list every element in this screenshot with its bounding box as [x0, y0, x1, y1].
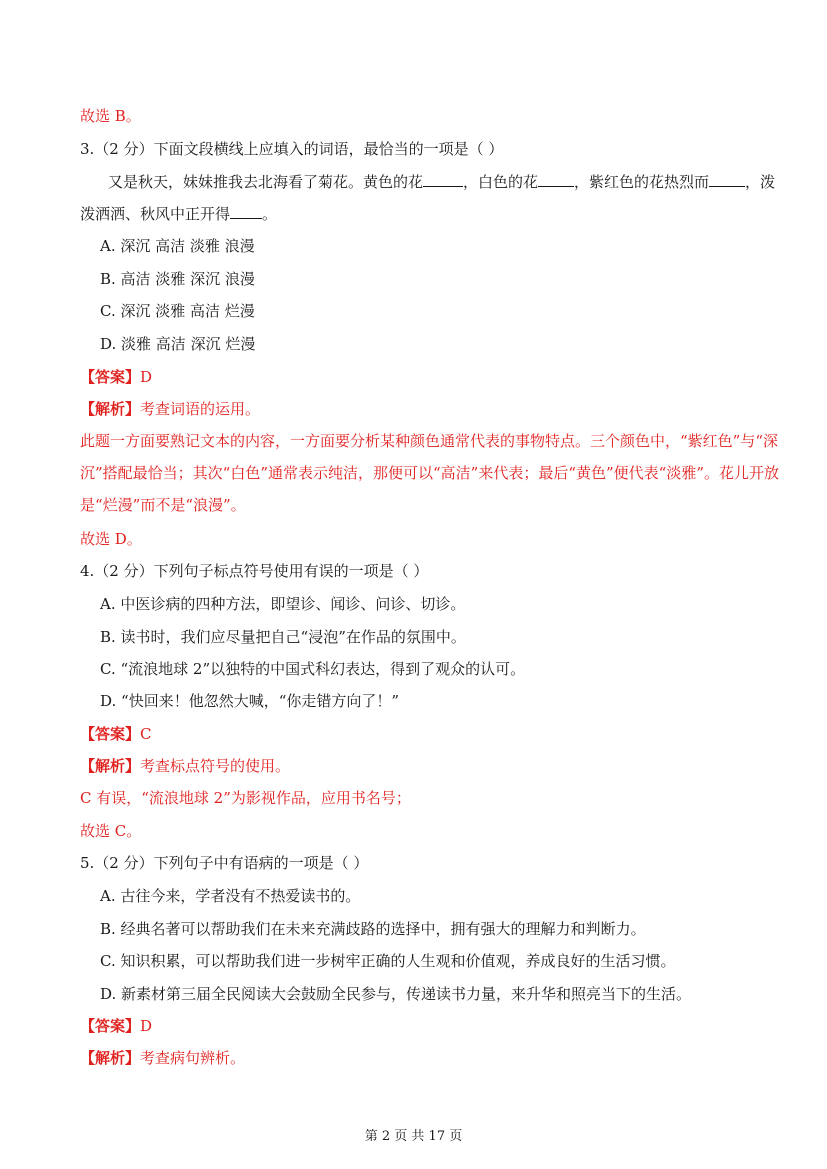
q3-option-a: A. 深沉 高洁 淡雅 浪漫: [100, 237, 255, 255]
q5-answer: 【答案】D: [80, 1017, 153, 1035]
blank-1: [423, 172, 463, 187]
q5-option-b: B. 经典名著可以帮助我们在未来充满歧路的选择中，拥有强大的理解力和判断力。: [100, 920, 646, 938]
q3-analysis: 【解析】考查词语的运用。: [80, 400, 261, 418]
q3-answer: 【答案】D: [80, 368, 153, 386]
q4-option-c: C. “流浪地球 2”以独特的中国式科幻表达，得到了观众的认可。: [100, 660, 526, 678]
q3-option-c: C. 深沉 淡雅 高洁 烂漫: [100, 302, 255, 320]
q3-conclusion: 故选 D。: [80, 530, 142, 548]
blank-2: [538, 172, 574, 187]
blank-3: [709, 172, 745, 187]
q5-option-c: C. 知识积累，可以帮助我们进一步树牢正确的人生观和价值观，养成良好的生活习惯。: [100, 952, 676, 970]
q4-option-a: A. 中医诊病的四种方法，即望诊、闻诊、问诊、切诊。: [100, 595, 466, 613]
q3-title: 3.（2 分）下面文段横线上应填入的词语，最恰当的一项是（ ）: [80, 140, 504, 158]
q4-answer: 【答案】C: [80, 725, 152, 743]
q4-explanation-1: C 有误，“流浪地球 2”为影视作品，应用书名号；: [80, 789, 411, 807]
blank-4: [230, 204, 262, 219]
q4-option-d: D. “快回来！他忽然大喊，“你走错方向了！”: [100, 692, 400, 710]
q5-option-d: D. 新素材第三届全民阅读大会鼓励全民参与，传递读书力量，来升华和照亮当下的生活。: [100, 985, 692, 1003]
q3-option-b: B. 高洁 淡雅 深沉 浪漫: [100, 270, 255, 288]
q5-analysis: 【解析】考查病句辨析。: [80, 1049, 246, 1067]
q3-explanation-3: 是“烂漫”而不是“浪漫”。: [80, 496, 246, 514]
q5-title: 5.（2 分）下列句子中有语病的一项是（ ）: [80, 854, 369, 872]
q4-analysis: 【解析】考查标点符号的使用。: [80, 757, 291, 775]
q3-passage-line2: 泼洒洒、秋风中正开得 。: [80, 205, 278, 223]
q4-title: 4.（2 分）下列句子标点符号使用有误的一项是（ ）: [80, 562, 429, 580]
q3-option-d: D. 淡雅 高洁 深沉 烂漫: [100, 335, 256, 353]
q4-option-b: B. 读书时，我们应尽量把自己“浸泡”在作品的氛围中。: [100, 628, 466, 646]
q3-passage-line1: 又是秋天，妹妹推我去北海看了菊花。黄色的花 ，白色的花 ，紫红色的花热烈而 ，泼: [108, 173, 776, 191]
page-footer: 第 2 页 共 17 页: [364, 1129, 463, 1144]
q4-conclusion: 故选 C。: [80, 822, 142, 840]
q5-option-a: A. 古往今来，学者没有不热爱读书的。: [100, 887, 361, 905]
q3-explanation-1: 此题一方面要熟记文本的内容，一方面要分析某种颜色通常代表的事物特点。三个颜色中，“紫红色”与“深: [80, 432, 779, 450]
q3-explanation-2: 沉”搭配最恰当；其次“白色”通常表示纯洁，那便可以“高洁”来代表；最后“黄色”便代表“淡雅”。花儿开放: [80, 464, 780, 482]
q2-conclusion: 故选 B。: [80, 107, 141, 125]
